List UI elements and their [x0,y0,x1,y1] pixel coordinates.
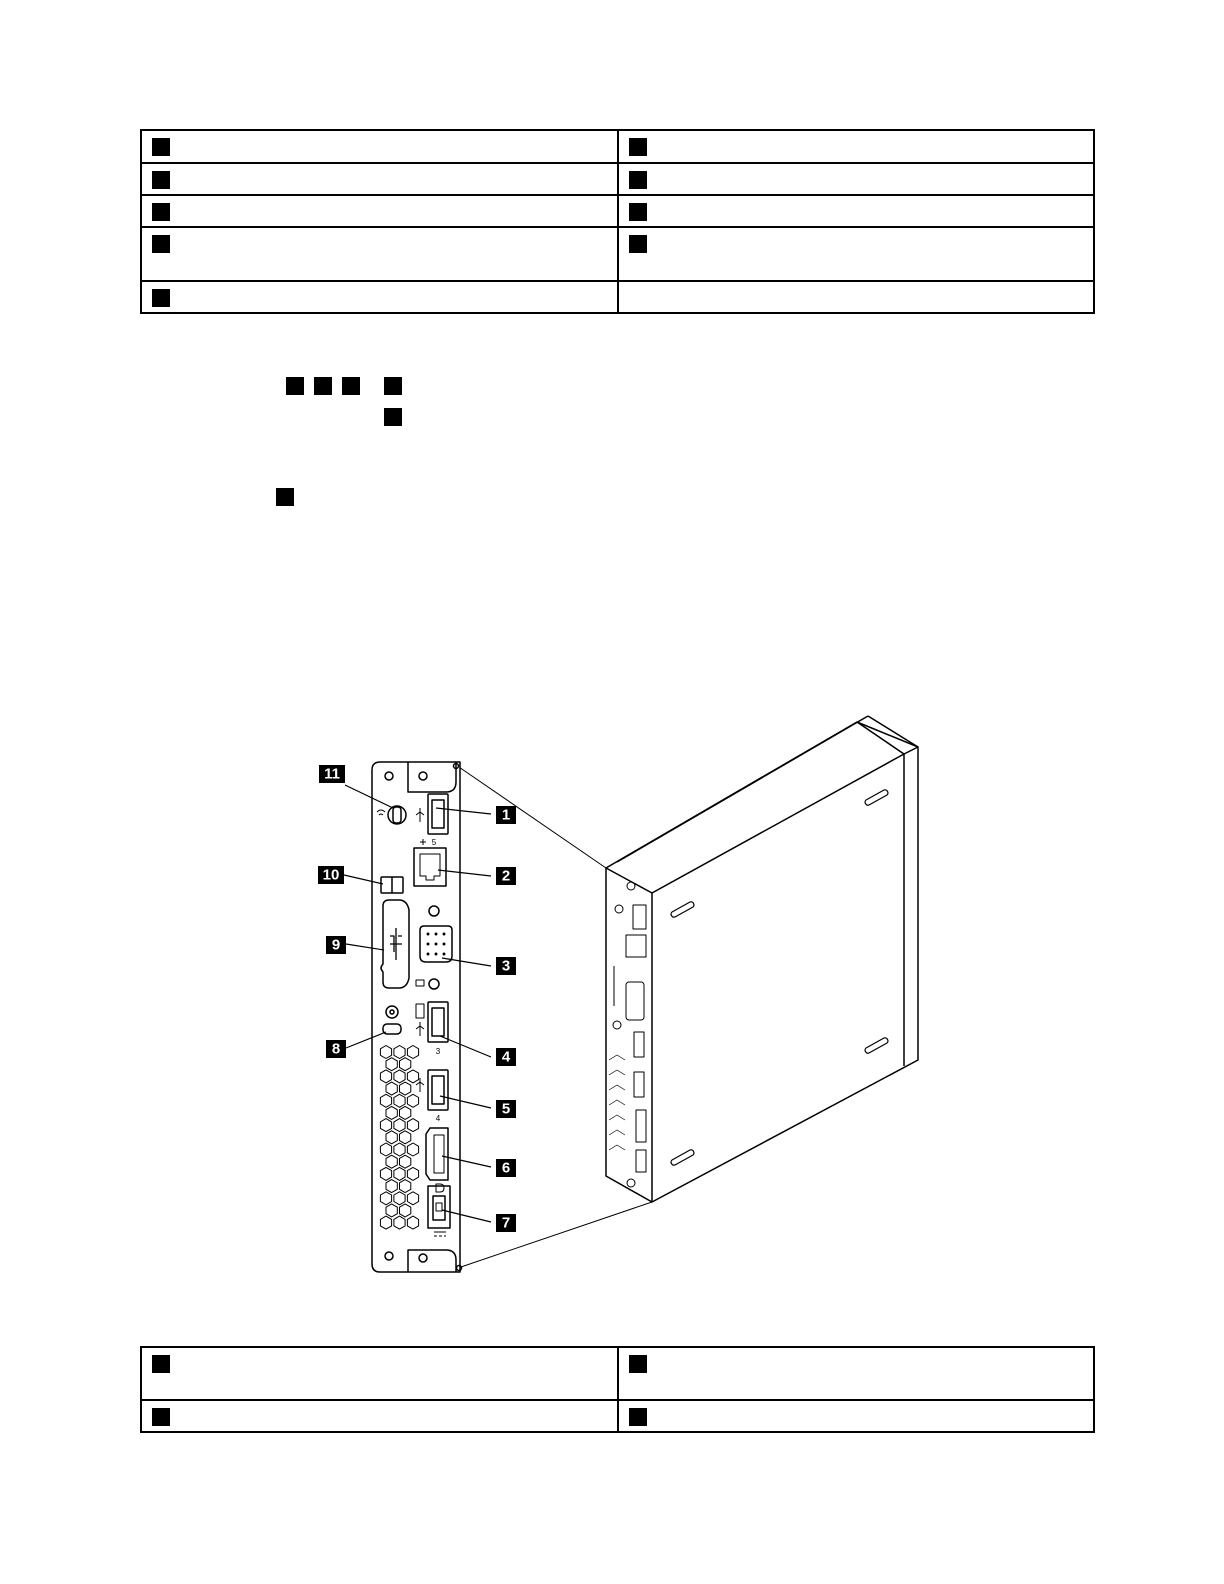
svg-text:3: 3 [501,957,511,975]
marker-icon [629,1355,647,1373]
rear-panel-detail [372,762,462,1272]
svg-text:1: 1 [501,806,511,824]
port-number-label: 3 [435,1047,441,1056]
callout-2 [496,867,516,885]
port-number-label: 4 [435,1114,441,1123]
legend-cell [141,1400,618,1432]
callout-5 [496,1100,516,1118]
callout-1 [496,806,516,824]
callout-11 [319,765,345,783]
callout-6 [496,1159,516,1177]
legend-cell [141,1347,618,1400]
svg-text:2: 2 [501,867,511,885]
callout-7 [496,1214,516,1232]
svg-text:10: 10 [322,866,340,884]
callout-3 [496,957,516,975]
computer-isometric-view [606,716,918,1202]
legend-cell [618,1400,1095,1432]
marker-icon [629,1408,647,1426]
marker-icon [152,1408,170,1426]
callout-10 [318,866,344,884]
svg-text:11: 11 [324,765,340,783]
callout-8 [326,1040,346,1058]
svg-text:7: 7 [501,1214,511,1232]
callout-9 [326,936,346,954]
port-number-label: 5 [431,838,437,847]
legend-cell [618,1347,1095,1400]
svg-text:6: 6 [501,1159,511,1177]
marker-icon [152,1355,170,1373]
svg-text:5: 5 [501,1100,511,1118]
svg-text:4: 4 [501,1048,511,1066]
callout-4 [496,1048,516,1066]
svg-text:8: 8 [331,1040,341,1058]
svg-text:9: 9 [331,936,341,954]
bottom-legend-table [140,1346,1095,1433]
